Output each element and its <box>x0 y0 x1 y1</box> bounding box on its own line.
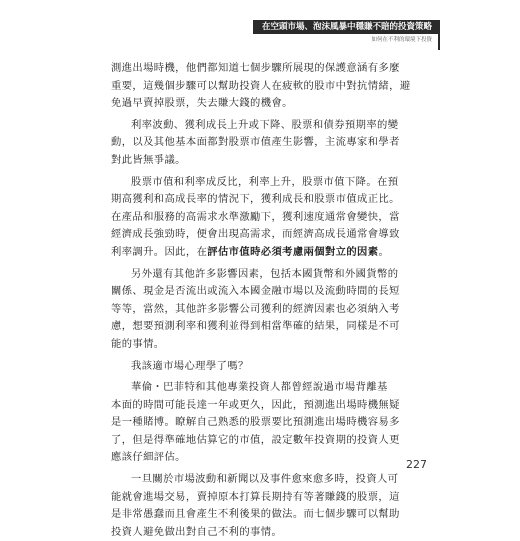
line-text: 測進出場時機，他們都知道七個步驟所展現的保護意涵有多麼 <box>111 62 400 74</box>
text-line <box>111 301 421 319</box>
text-line <box>111 414 421 432</box>
text-line <box>111 283 421 301</box>
text-line <box>111 191 421 209</box>
line-text: 在產品和服務的高需求水準激勵下，獲利速度通常會變快，當 <box>111 210 400 223</box>
text-line <box>111 244 421 262</box>
text-line <box>111 117 421 135</box>
running-header-subtitle: 如何在不利的環境下投資 <box>371 37 432 43</box>
line-text: 重要，這幾個步驟可以幫助投資人在疲軟的股市中對抗情緒，避 <box>111 79 411 92</box>
line-text: 我該適市場心理學了嗎？ <box>131 359 249 372</box>
text-line <box>111 318 421 336</box>
emphasis-text: 評估市值時必須考慮兩個對立的因素 <box>207 245 379 258</box>
line-text: 動，以及其他基本面都對股票市值產生影響，主流專家和學者 <box>111 136 400 149</box>
line-text: 免過早賣掉股票，失去賺大錢的機會。 <box>111 97 293 110</box>
text-line <box>111 432 421 450</box>
text-line <box>111 209 421 227</box>
line-text: 期高獲利和高成長率的情況下，獲利成長和股票市值成正比。 <box>111 193 400 206</box>
line-text: 本面的時間可能長達一年或更久，因此，預測進出場時機無疑 <box>111 398 400 411</box>
text-line <box>111 266 421 284</box>
text-line <box>111 134 421 152</box>
body-text <box>111 60 421 541</box>
line-text: 利率調升。因此，在 <box>111 245 208 258</box>
line-text: 能就會進場交易，賣掉原本打算長期持有等著賺錢的股票，這 <box>111 490 400 503</box>
line-text: 是非常愚蠢而且會產生不利後果的做法。而七個步驟可以幫助 <box>111 508 400 521</box>
line-text: 另外還有其他許多影響因素，包括本國貨幣和外國貨幣的 <box>131 267 399 280</box>
line-text: 一旦關於市場波動和新聞以及事件愈來愈多時，投資人可 <box>131 473 399 486</box>
text-line <box>111 471 421 489</box>
text-line <box>111 358 421 376</box>
text-line <box>111 226 421 244</box>
line-text: 經濟成長強勁時，便會出現高需求，而經濟高成長通常會導致 <box>111 228 400 241</box>
line-text: 慮，想要預測利率和獲利並得到相當準確的結果，同樣是不可 <box>111 320 400 333</box>
text-line <box>111 60 421 78</box>
line-text: 應該仔細評估。 <box>111 451 186 464</box>
paragraph <box>111 379 421 467</box>
line-text: 能的事情。 <box>111 337 165 350</box>
paragraph <box>111 117 421 170</box>
line-text: 是一種賭博。瞭解自己熟悉的股票要比預測進出場時機容易多 <box>111 416 400 429</box>
text-line <box>111 336 421 354</box>
paragraph <box>111 174 421 262</box>
text-line <box>111 524 421 541</box>
line-text: 關係、現金是否流出或流入本國金融市場以及流動時間的長短 <box>111 285 400 298</box>
paragraph <box>111 266 421 354</box>
line-text: 華倫・巴菲特和其他專業投資人都曾經說過市場背離基 <box>131 381 388 394</box>
text-line <box>111 489 421 507</box>
text-line <box>111 152 421 170</box>
paragraph <box>111 358 421 376</box>
line-text: 投資人避免做出對自己不利的事情。 <box>111 525 283 538</box>
text-line <box>111 95 421 113</box>
running-header-title: 在空頭市場、泡沫風暴中穩賺不賠的投資策略 <box>253 20 438 34</box>
header-rule <box>438 20 440 50</box>
line-text: 利率波動、獲利成長上升或下降、股票和債券預期率的變 <box>131 118 399 131</box>
text-line <box>111 174 421 192</box>
text-line <box>111 449 421 467</box>
line-text-end: 。 <box>378 245 390 258</box>
paragraph <box>111 60 421 113</box>
text-line <box>111 379 421 397</box>
page-number: 227 <box>406 458 427 471</box>
text-line <box>111 397 421 415</box>
paragraph <box>111 471 421 541</box>
line-text: 等等，當然，其他許多影響公司獲利的經濟因素也必須納入考 <box>111 302 400 315</box>
line-text: 了，但是得準確地估算它的市值，設定數年投資期的投資人更 <box>111 433 400 446</box>
text-line <box>111 506 421 524</box>
text-line <box>111 78 421 96</box>
line-text: 對此皆無爭議。 <box>111 153 186 166</box>
line-text: 股票市值和利率成反比，利率上升，股票市值下降。在預 <box>131 175 399 188</box>
